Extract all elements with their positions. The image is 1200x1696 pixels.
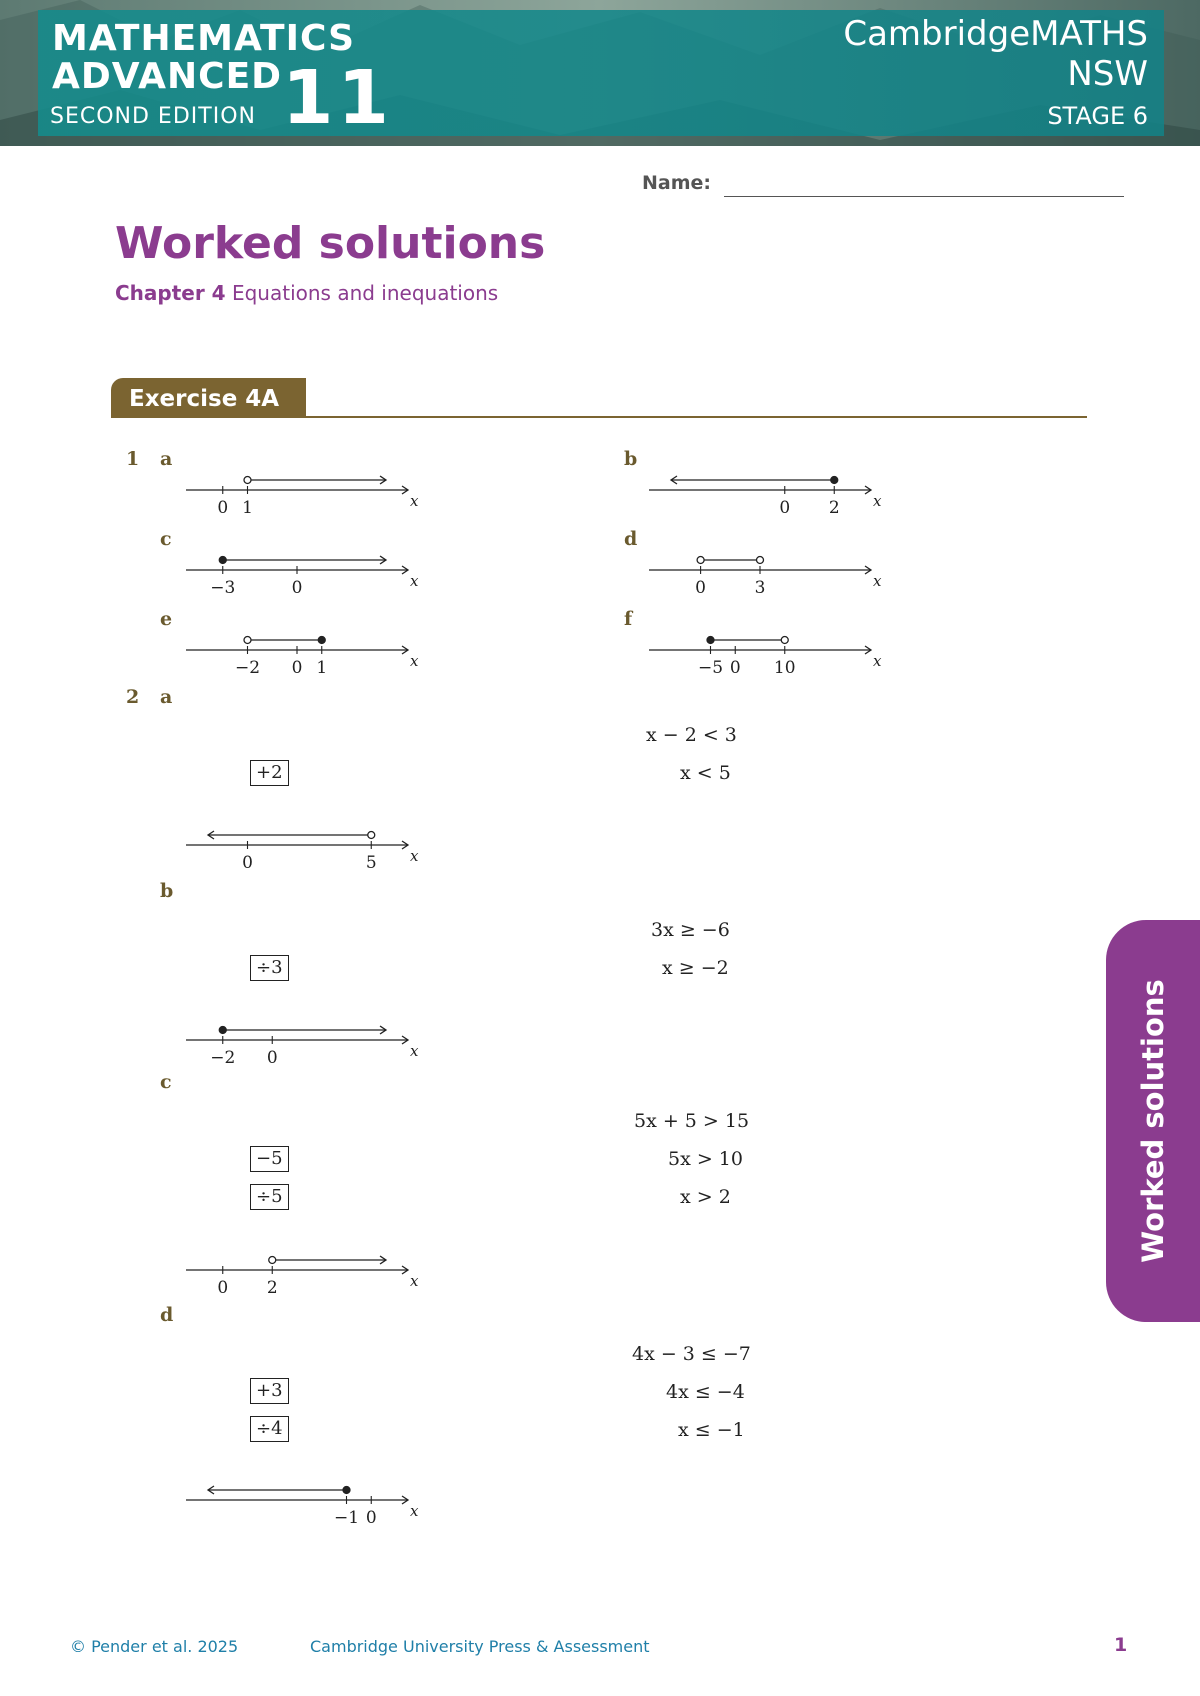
part-label: d [624, 528, 638, 550]
tick-label: 0 [291, 578, 303, 598]
brand-number: 11 [282, 55, 393, 141]
tick-label: 1 [316, 658, 328, 678]
part-label: b [160, 880, 174, 902]
chapter-topic: Equations and inequations [231, 281, 499, 305]
name-label: Name: [642, 172, 712, 194]
part-label: d [160, 1304, 174, 1326]
number-line [186, 620, 426, 678]
number-line [186, 1470, 426, 1528]
tick-label: 0 [779, 498, 791, 518]
number-line [186, 815, 426, 873]
tick-label: 0 [217, 498, 229, 518]
closed-endpoint [219, 1027, 226, 1034]
equation-step: 5x + 5 > 15 [634, 1110, 750, 1132]
number-line [649, 540, 889, 598]
equation-step: x < 5 [680, 762, 731, 784]
footer-publisher: Cambridge University Press & Assessment [310, 1637, 650, 1656]
operation-box: ÷3 [250, 955, 289, 981]
equation-step: 5x > 10 [668, 1148, 743, 1170]
number-line [186, 540, 426, 598]
open-endpoint [368, 832, 375, 839]
open-endpoint [781, 637, 788, 644]
part-label: c [160, 1071, 172, 1093]
axis-variable: x [410, 1502, 419, 1520]
closed-endpoint [831, 477, 838, 484]
part-label: c [160, 528, 172, 550]
tick-label: 0 [217, 1278, 229, 1298]
number-line [186, 1010, 426, 1068]
question-number: 2 [126, 686, 140, 708]
open-endpoint [269, 1257, 276, 1264]
tick-label: 0 [695, 578, 707, 598]
header-banner [0, 0, 1200, 146]
equation-step: x ≥ −2 [662, 957, 729, 979]
axis-variable: x [410, 572, 419, 590]
exercise-rule [111, 416, 1087, 418]
brand-stage: STAGE 6 [1047, 102, 1148, 130]
tick-label: −1 [333, 1508, 360, 1528]
tick-label: 0 [729, 658, 741, 678]
axis-variable: x [873, 572, 882, 590]
operation-box: −5 [250, 1146, 289, 1172]
axis-variable: x [873, 652, 882, 670]
open-endpoint [244, 637, 251, 644]
equation-step: 4x − 3 ≤ −7 [632, 1343, 751, 1365]
page-subtitle [115, 281, 498, 305]
tick-label: 0 [266, 1048, 278, 1068]
side-tab-label: Worked solutions [1136, 979, 1170, 1263]
tick-label: 2 [266, 1278, 278, 1298]
closed-endpoint [219, 557, 226, 564]
tick-label: 5 [365, 853, 377, 873]
tick-label: 0 [242, 853, 253, 873]
open-endpoint [757, 557, 764, 564]
open-endpoint [244, 477, 251, 484]
brand-title-line1: MATHEMATICS [52, 18, 356, 59]
closed-endpoint [318, 637, 325, 644]
closed-endpoint [343, 1487, 350, 1494]
closed-endpoint [707, 637, 714, 644]
tick-label: −5 [697, 658, 724, 678]
axis-variable: x [410, 1272, 419, 1290]
tick-label: −3 [210, 578, 236, 598]
axis-variable: x [410, 1042, 419, 1060]
tick-label: 0 [365, 1508, 377, 1528]
equation-step: x ≤ −1 [678, 1419, 745, 1441]
tick-label: 0 [291, 658, 303, 678]
operation-box: +3 [250, 1378, 289, 1404]
part-label: a [160, 686, 173, 708]
footer-copyright: © Pender et al. 2025 [70, 1637, 239, 1656]
side-tab-label-wrap [1106, 920, 1200, 1322]
exercise-tab: Exercise 4A [111, 378, 306, 418]
name-line[interactable] [724, 196, 1124, 197]
tick-label: 10 [773, 658, 796, 678]
tick-label: 3 [754, 578, 766, 598]
page-title: Worked solutions [115, 218, 546, 269]
number-line [649, 620, 889, 678]
axis-variable: x [873, 492, 882, 510]
tick-label: 2 [828, 498, 840, 518]
tick-label: 1 [242, 498, 253, 518]
brand-edition: SECOND EDITION [50, 104, 256, 129]
operation-box: ÷4 [250, 1416, 289, 1442]
axis-variable: x [410, 492, 419, 510]
open-endpoint [697, 557, 704, 564]
axis-variable: x [410, 847, 419, 865]
number-line [186, 460, 426, 518]
chapter-label: Chapter 4 [115, 281, 226, 305]
equation-step: 3x ≥ −6 [651, 919, 730, 941]
axis-variable: x [410, 652, 419, 670]
tick-label: −2 [210, 1048, 236, 1068]
question-number: 1 [126, 448, 140, 470]
brand-region: NSW [1067, 54, 1148, 94]
equation-step: x − 2 < 3 [646, 724, 737, 746]
brand-title-line2: ADVANCED [52, 56, 283, 97]
part-label: b [624, 448, 638, 470]
equation-step: x > 2 [680, 1186, 731, 1208]
part-label: a [160, 448, 173, 470]
part-label: f [624, 608, 633, 630]
tick-label: −2 [234, 658, 261, 678]
brand-name: CambridgeMATHS [843, 14, 1148, 54]
operation-box: ÷5 [250, 1184, 289, 1210]
operation-box: +2 [250, 760, 289, 786]
number-line [649, 460, 889, 518]
page-number: 1 [1114, 1634, 1128, 1656]
part-label: e [160, 608, 173, 630]
number-line [186, 1240, 426, 1298]
equation-step: 4x ≤ −4 [666, 1381, 745, 1403]
